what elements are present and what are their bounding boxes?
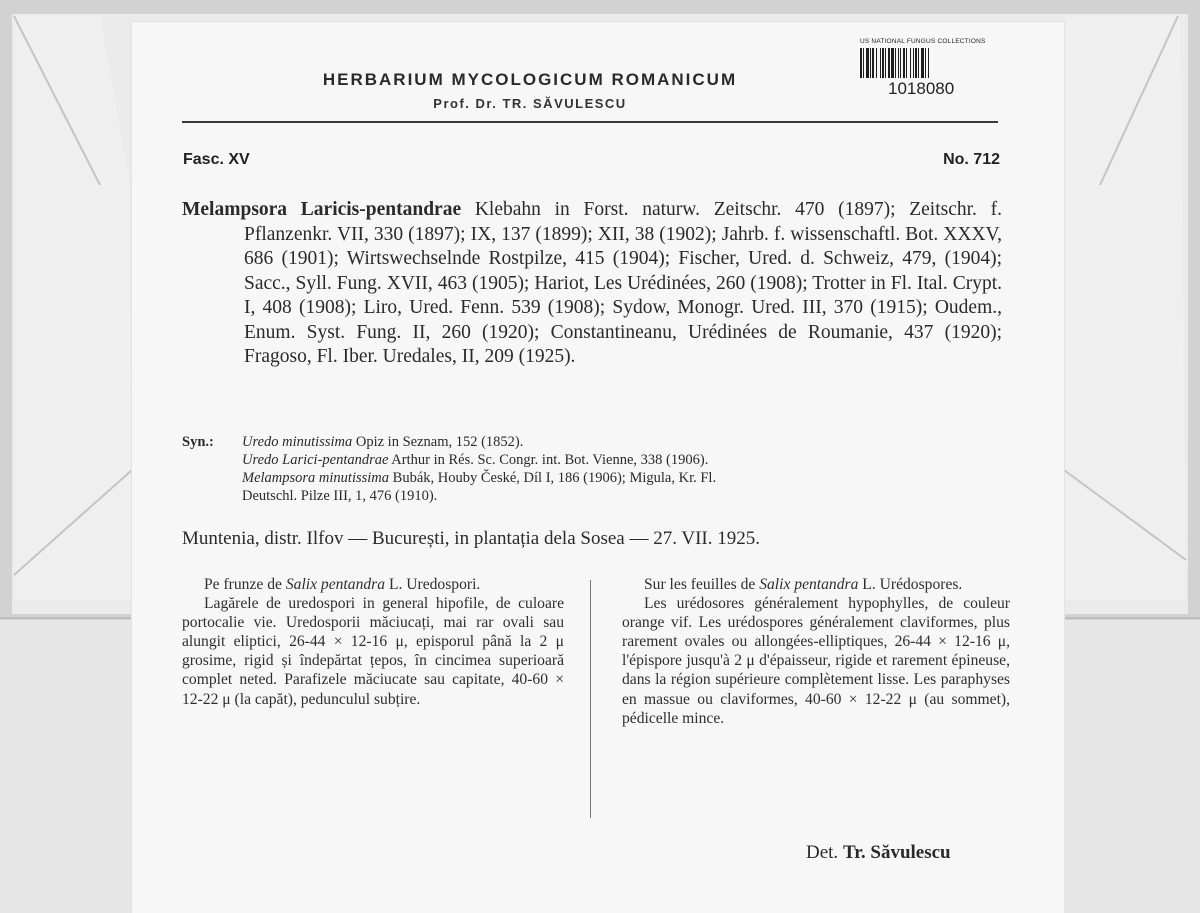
citation-text: Klebahn in Forst. naturw. Zeitschr. 470 (1897); Zeitschr. f. Pflanzenkr. VII, 330 (1897); IX, 137 (1899); XII, 38 (1902); Jahrb. f. wissenschaftl. Bot. XXXV, 686 (1901); Wirtswechselnde Rostpilze, 415 (1904); Fischer, Ured. d. Schweiz, 479, (1904); Sacc., Syll. Fung. XVII, 463 (1905); Hariot, Les Urédinées, 260 (1908); Trotter in Fl. Ital. Crypt. I, 408 (1908); Liro, Ured. Fenn. 539 (1908); Sydow, Monogr. Ured. III, 370 (1915); Oudem., Enum. Syst. Fung. II, 260 (1920); Constantineanu, Urédinées de Roumanie, 437 (1920); Fragoso, Fl. Iber. Uredales, II, 209 (1925). bbox=[244, 199, 1002, 367]
herbarium-curator: Prof. Dr. TR. SĂVULESCU bbox=[433, 96, 627, 111]
synonyms-label: Syn.: bbox=[182, 434, 214, 450]
header-rule bbox=[182, 121, 998, 123]
host-line-fr bbox=[622, 575, 1010, 594]
barcode-bars bbox=[860, 48, 996, 78]
synonym-line bbox=[242, 451, 1002, 469]
collection-locality: Muntenia, distr. Ilfov — București, in plantația dela Sosea — 27. VII. 1925. bbox=[182, 528, 760, 549]
determiner-name: Tr. Săvulescu bbox=[842, 842, 951, 863]
species-name: Melampsora Laricis-pentandrae bbox=[182, 199, 462, 220]
synonym-name: Uredo Larici-pentandrae bbox=[242, 452, 389, 468]
synonym-name: Uredo minutissima bbox=[242, 434, 353, 450]
synonym-line bbox=[242, 487, 1002, 505]
description-french bbox=[622, 575, 1010, 728]
synonyms bbox=[182, 433, 1002, 505]
host-intro-fr: Sur les feuilles de bbox=[644, 576, 756, 593]
synonym-ref: Arthur in Rés. Sc. Congr. int. Bot. Vienne, 338 (1906). bbox=[391, 452, 709, 468]
host-species-ro: Salix pentandra bbox=[285, 576, 386, 593]
synonym-name: Melampsora minutissima bbox=[242, 470, 390, 486]
fascicle-label: Fasc. XV bbox=[183, 151, 250, 168]
column-divider bbox=[590, 580, 591, 818]
host-line-ro bbox=[182, 575, 564, 594]
synonym-ref: Opiz in Seznam, 152 (1852). bbox=[355, 434, 524, 450]
barcode-sticker bbox=[860, 38, 1002, 100]
determiner-prefix: Det. bbox=[806, 842, 839, 863]
synonym-line bbox=[242, 433, 1002, 451]
host-species-fr: Salix pentandra bbox=[759, 576, 859, 593]
host-rest-fr: L. Urédospores. bbox=[862, 576, 963, 593]
barcode-caption: US NATIONAL FUNGUS COLLECTIONS bbox=[860, 38, 986, 45]
description-text-ro: Lagărele de uredospori in general hipofile, de culoare portocalie vie. Uredosporii măciucați, mai rar ovali sau alungit eliptici, 26-44 × 12-16 μ, episporul până la 2 μ grosime, rigid și îndepărtat țepos, în cincimea superioară complet neted. Parafizele măciucate sau capitate, 40-60 × 12-22 μ (la capăt), pedunculul subțire. bbox=[182, 595, 564, 708]
barcode-bar bbox=[929, 48, 930, 78]
determiner bbox=[806, 842, 951, 864]
barcode-number: 1018080 bbox=[888, 79, 955, 98]
specimen-number: No. 712 bbox=[943, 151, 1000, 168]
species-citation bbox=[182, 198, 1002, 370]
host-intro-ro: Pe frunze de bbox=[204, 576, 282, 593]
description-romanian bbox=[182, 575, 564, 709]
herbarium-title: HERBARIUM MYCOLOGICUM ROMANICUM bbox=[322, 70, 738, 89]
synonym-ref: Deutschl. Pilze III, 1, 476 (1910). bbox=[242, 488, 438, 504]
synonym-line bbox=[242, 469, 1002, 487]
host-rest-ro: L. Uredospori. bbox=[388, 576, 481, 593]
description-text-fr: Les urédosores généralement hypophylles, de couleur orange vif. Les urédospores généralement claviformes, plus rarement ovales ou allongées-elliptiques, 26-44 × 12-16 μ, l'épispore jusqu'à 2 μ d'épaisseur, rigide et rarement épineuse, dans la région supérieure complètement lisse. Les paraphyses en massue ou claviformes, 40-60 × 12-22 μ (au sommet), pédicelle mince. bbox=[622, 595, 1010, 727]
synonym-ref: Bubák, Houby České, Díl I, 186 (1906); Migula, Kr. Fl. bbox=[392, 470, 717, 486]
